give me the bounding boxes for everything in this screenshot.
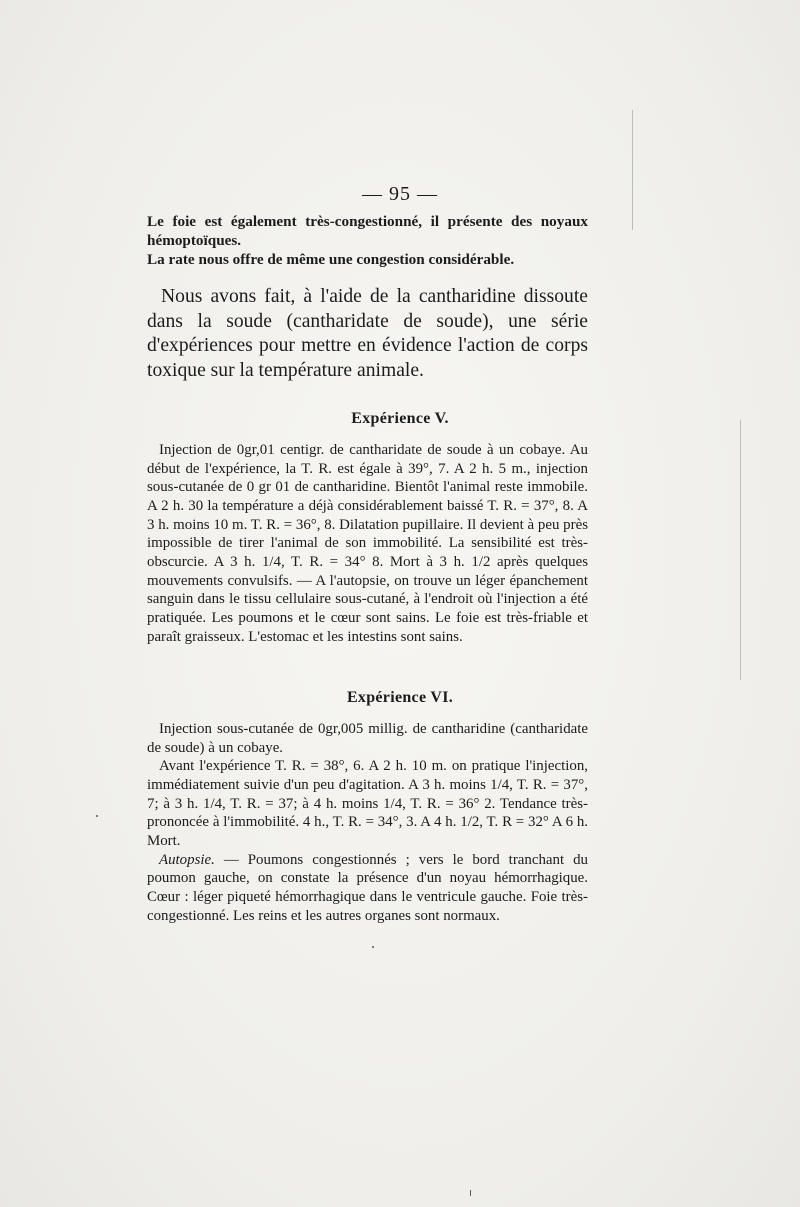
scan-margin-line xyxy=(740,420,741,680)
intro-paragraph-spleen: La rate nous offre de même une congestion considérable. xyxy=(147,250,515,268)
lead-paragraph-block xyxy=(147,285,588,383)
scan-speck xyxy=(470,1190,471,1196)
page-number: — 95 — xyxy=(362,183,438,205)
experiment-5-paragraph: Injection de 0gr,01 centigr. de cantharidate de soude à un cobaye. Au début de l'expérience, la T. R. est égale à 39°, 7. A 2 h. 5 m., injection sous-cutanée de 0 gr 01 de cantharidine. Bientôt l'animal reste immobile. A 2 h. 30 la température a déjà considérablement baissé T. R. = 37°, 8. A 3 h. moins 10 m. T. R. = 36°, 8. Dilatation pupillaire. Il devient à peu près impossible de tirer l'animal de son immobilité. La sensibilité est très-obscurcie. A 3 h. 1/4, T. R. = 34° 8. Mort à 3 h. 1/2 après quelques mouvements convulsifs. — A l'autopsie, on trouve un léger épanchement sanguin dans le tissu cellulaire sous-cutané, à l'endroit où l'injection a été pratiquée. Les poumons et le cœur sont sains. Le foie est très-friable et paraît graisseux. L'estomac et les intestins sont sains. xyxy=(147,442,588,645)
scan-margin-line xyxy=(632,110,633,230)
experiment-6-paragraph-observations: Avant l'expérience T. R. = 38°, 6. A 2 h. 10 m. on pratique l'injection, immédiatement suivie d'un peu d'agitation. A 3 h. moins 1/4, T. R. = 37°, 7; à 3 h. 1/4, T. R. = 37; à 4 h. moins 1/4, T. R. = 36° 2. Tendance très-prononcée à l'immobilité. 4 h., T. R. = 34°, 3. A 4 h. 1/2, T. R = 32° A 6 h. Mort. xyxy=(147,758,588,849)
autopsy-text: — Poumons congestionnés ; vers le bord tranchant du poumon gauche, on constate la présence d'un noyau hémorrhagique. Cœur : léger piqueté hémorrhagique dans le ventricule gauche. Foie très-congestionné. Les reins et les autres organes sont normaux. xyxy=(147,851,588,924)
experiment-6-body xyxy=(147,720,588,925)
experiment-5-heading: Expérience V. xyxy=(351,410,449,427)
experiment-5-body xyxy=(147,441,588,646)
intro-block xyxy=(147,213,588,269)
lead-paragraph: Nous avons fait, à l'aide de la cantharidine dissoute dans la soude (cantharidate de soude), une série d'expériences pour mettre en évidence l'action de corps toxique sur la température animale. xyxy=(147,286,588,381)
experiment-6-paragraph-autopsy xyxy=(147,851,588,926)
scan-speck xyxy=(372,946,374,948)
intro-paragraph-liver: Le foie est également très-congestionné, il présente des noyaux hémoptoïques. xyxy=(147,213,588,249)
scan-speck xyxy=(96,815,98,817)
autopsy-label: Autopsie. xyxy=(159,851,215,868)
experiment-6-paragraph-injection: Injection sous-cutanée de 0gr,005 millig. de cantharidine (cantharidate de soude) à un cobaye. xyxy=(147,721,588,756)
experiment-6-heading: Expérience VI. xyxy=(346,689,454,706)
